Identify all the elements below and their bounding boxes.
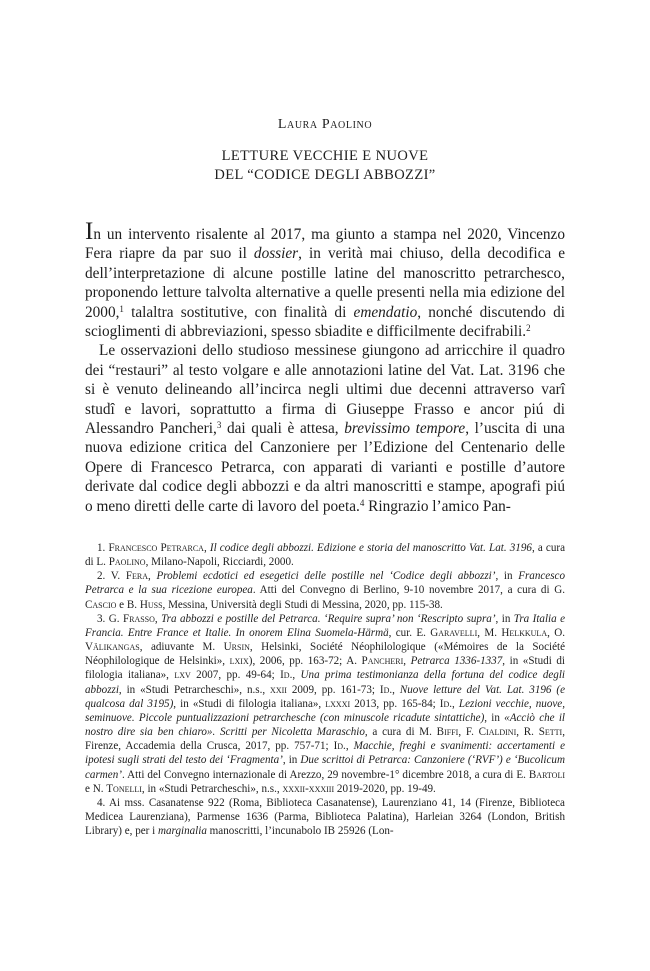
fn3-v: lxv	[174, 669, 191, 682]
fn3-o2: , a cura di M.	[364, 726, 437, 739]
fn2-c: ,	[148, 570, 157, 583]
fn3-c2: 2009, pp. 161-73;	[286, 683, 380, 696]
fn3-a: 3. G.	[97, 612, 123, 625]
fn3-k: , O.	[547, 626, 565, 639]
fn1-g: , Milano-Napoli, Ricciardi, 2000.	[145, 556, 294, 569]
fn3-u2: , Firenze, Accademia della Crusca, 2017, pp. 757-71;	[85, 726, 565, 753]
p2-text-4: Ringrazio l’amico Pan-	[364, 497, 511, 515]
fn3-f2: Nuove letture del Vat. Lat. 3196 (e qualcosa dal 3195)	[85, 683, 565, 710]
fn3-i2: 2013, pp. 165-84;	[350, 697, 440, 710]
p1-emphasis-dossier: dossier	[253, 245, 299, 263]
fn3-y2: , in	[282, 754, 301, 767]
fn3-x: Id.	[280, 669, 293, 682]
fn3-x2: Macchie, freghi e svanimenti: accertamenti e ipotesi sugli strati del testo dei ‘Fragmenta’	[85, 740, 565, 767]
fn2-volume: Francesco Petrarca e la sua ricezione europea	[85, 570, 566, 597]
footnote-1	[85, 541, 565, 569]
fn3-r: Pancheri	[361, 655, 404, 668]
fn2-editor-2: Huss	[139, 598, 163, 611]
fn3-w2: ,	[345, 740, 354, 753]
fn3-g: , cur. E.	[388, 626, 431, 639]
article-title	[0, 147, 650, 185]
p2-emphasis-brevissimo: brevissimo tempore	[344, 420, 466, 438]
fn1-title: Il codice degli abbozzi. Edizione e storia del manoscritto Vat. Lat. 3196	[209, 542, 532, 554]
fn3-c: ,	[154, 612, 162, 625]
fn4-marginalia: marginalia	[158, 825, 207, 838]
fn3-a3: . Atti del Convegno internazionale di Arezzo, 29 novembre-1° dicembre 2018, a cura di E.	[121, 768, 529, 781]
p1-text-1: n un intervento risalente al 2017, ma giunto a stampa nel 2020, Vincenzo Fera riapre da par suo il	[85, 226, 565, 263]
fn3-d: Tra abbozzi e postille del Petrarca. ‘Require supra’ non ‘Rescripto supra’	[161, 612, 496, 625]
fn1-author: Francesco Petrarca	[108, 542, 204, 554]
fn1-a: 1.	[97, 542, 109, 554]
paragraph-2	[85, 341, 565, 516]
fn3-j: Helkkula	[501, 626, 548, 639]
fn3-q: ), 2006, pp. 163-72; A.	[248, 655, 362, 668]
p2-text-3: , l’uscita di una nuova edizione critica del Canzoniere per l’Edizione del Centenario delle Opere di Francesco Petrarca, con apparati di varianti e postille d’autore derivate dal codice degli abbozzi e da altri manoscritti e stampe, apografi piú o meno diretti delle carte di lavoro del poeta.	[85, 420, 565, 515]
p2-text-2: dai quali è attesa,	[221, 420, 345, 438]
footnote-4	[85, 796, 565, 838]
fn3-n: Ursin	[223, 641, 250, 654]
p1-emphasis-emendatio: emendatio	[353, 303, 418, 321]
fn3-r2: Cialdini	[478, 726, 517, 739]
fn3-w: 2007, pp. 49-64;	[190, 669, 281, 682]
paragraph-1	[85, 218, 565, 341]
drop-cap-initial: I	[85, 218, 94, 245]
footnote-2	[85, 569, 565, 611]
title-line-2: DEL “CODICE DEGLI ABBOZZI”	[214, 167, 436, 183]
fn3-e2: ,	[392, 683, 400, 696]
fn3-d3: Tonelli	[106, 782, 142, 795]
footnote-ref-1: 1	[119, 303, 124, 314]
fn2-g: . Atti del Convegno di Berlino, 9-10 novembre 2017, a cura di G.	[252, 584, 565, 597]
p1-text-4: , nonché discutendo di scioglimenti di abbreviazioni, spesso sbiadite e difficilmente decifrabili.	[85, 303, 565, 341]
fn3-i: , M.	[477, 626, 502, 639]
fn3-s: ,	[403, 655, 411, 668]
fn2-editor-1: Cascio	[85, 598, 117, 611]
fn3-y: ,	[292, 669, 301, 682]
fn1-c: ,	[203, 542, 210, 554]
fn3-p2: Biffi	[436, 726, 459, 739]
fn2-k: , Messina, Università degli Studi di Messina, 2020, pp. 115-38.	[162, 598, 443, 611]
fn3-m2: , in	[484, 711, 505, 724]
author-name: Laura Paolino	[277, 117, 373, 132]
fn3-k2: ,	[452, 697, 459, 710]
fn2-e: , in	[495, 570, 519, 583]
fn3-l: Välikangas	[85, 641, 140, 654]
fn3-e3: , in «Studi Petrarcheschi», n.s.,	[141, 782, 283, 795]
fn3-l2: Lezioni vecchie, nuove, seminuove. Piccole puntualizzazioni petrarchesche (con minuscole ricadute sintattiche)	[85, 697, 566, 724]
fn3-z2: Due scrittoi di Petrarca: Canzoniere (‘RVF’) e ‘Bucolicum carmen’	[85, 754, 565, 781]
fn1-e: , a cura di L.	[85, 542, 566, 569]
fn3-j2: Id.	[439, 697, 453, 710]
fn2-a: 2. V.	[97, 570, 126, 583]
fn3-n2: «Acciò che il nostro dire sia ben chiaro». Scritti per Nicoletta Maraschio	[85, 711, 565, 739]
fn3-o: , Helsinki, Société Néophilologique («Mémoires de la Société Néophilologique de Helsinki»,	[85, 641, 565, 668]
fn3-f: Tra Italia e Francia. Entre France et Italie. In onorem Elina Suomela-Härmä	[85, 612, 566, 639]
fn3-u: , in «Studi di filologia italiana»,	[85, 655, 565, 682]
fn3-s2: , R.	[516, 726, 539, 739]
fn1-editor: Paolino	[108, 556, 146, 569]
fn3-g2: , in «Studi di filologia italiana»,	[173, 697, 326, 710]
fn2-title: Problemi ecdotici ed esegetici delle postille nel ‘Codice degli abbozzi’	[156, 570, 496, 583]
fn2-i: e B.	[116, 598, 140, 611]
footnote-ref-2: 2	[526, 323, 531, 334]
fn3-q2: , F.	[458, 726, 479, 739]
fn3-v2: Id.	[333, 740, 346, 753]
fn3-b2: xxii	[270, 683, 287, 696]
fn3-e: , in	[495, 612, 514, 625]
fn3-f3: xxxii-xxxiii	[282, 782, 335, 795]
footnote-3	[85, 612, 565, 796]
p1-text-2: , in verità mai chiuso, della decodifica e dell’interpretazione di alcune postille latine del manoscritto petrarchesco, proponendo letture talvolta alternative a quelle presenti nella mia edizione del 2000,	[85, 245, 565, 321]
p1-text-3: talaltra sostitutive, con finalità di	[123, 303, 354, 321]
fn3-t2: Setti	[538, 726, 563, 739]
fn4-a: 4. Ai mss. Casanatense 922 (Roma, Biblioteca Casanatense), Laurenziano 41, 14 (Firenze, Biblioteca Medicea Laurenziana), Parmense 1636 (Parma, Biblioteca Palatina), Harleian 3264 (London, British Library) e, per i	[85, 796, 565, 838]
fn3-b3: Bartoli	[528, 768, 565, 781]
fn2-author: Fera	[125, 570, 148, 583]
fn3-c3: e N.	[85, 782, 107, 795]
fn3-b: Frasso	[122, 612, 155, 625]
fn4-c: manoscritti, l’incunabolo IB 25926 (Lon-	[206, 825, 394, 838]
fn3-d2: Id.	[379, 683, 393, 696]
fn3-a2: , in «Studi Petrarcheschi», n.s.,	[118, 683, 271, 696]
footnote-ref-4: 4	[359, 497, 365, 508]
fn3-m: , adiuvante M.	[139, 641, 224, 654]
fn3-t: Petrarca 1336-1337	[410, 655, 503, 668]
footnotes	[85, 541, 565, 838]
fn3-g3: 2019-2020, pp. 19-49.	[334, 782, 436, 795]
title-line-1: LETTURE VECCHIE E NUOVE	[221, 148, 429, 164]
fn3-h2: lxxxi	[325, 697, 351, 710]
fn3-p: lxix	[229, 655, 249, 668]
p2-text-1: Le osservazioni dello studioso messinese giungono ad arricchire il quadro dei “restauri” al testo volgare e alle annotazioni latine del Vat. Lat. 3196 che si è venuto delineando all’incirca negli ultimi due decenni attraverso varî studî e lavori, soprattutto a firma di Giuseppe Frasso e ancor piú di Alessandro Pancheri,	[85, 342, 565, 438]
body-text	[85, 218, 565, 516]
fn3-z: Una prima testimonianza della fortuna del codice degli abbozzi	[85, 669, 565, 696]
footnote-ref-3: 3	[216, 420, 222, 431]
fn3-h: Garavelli	[430, 626, 478, 639]
